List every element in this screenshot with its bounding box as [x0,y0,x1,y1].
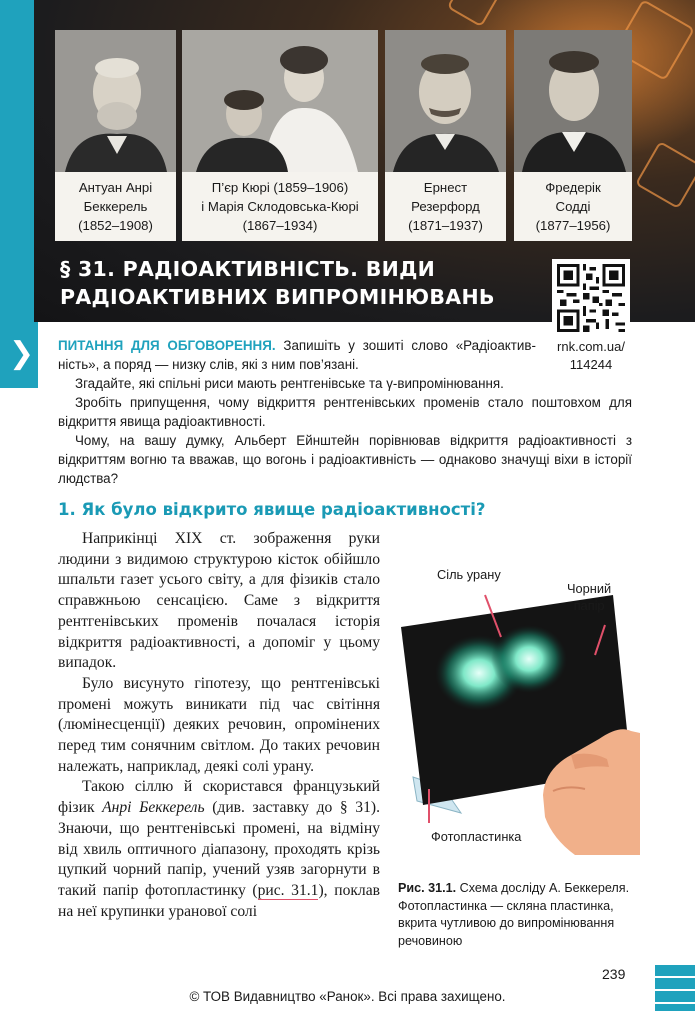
discussion-paragraph [58,336,536,374]
qr-link-line: 114244 [569,357,613,372]
section-title-line: § 31. РАДІОАКТИВНІСТЬ. ВИДИ [60,257,436,281]
chevron-tab [0,322,38,388]
portrait-photo [514,30,632,172]
figure-reference-link[interactable]: рис. 31.1 [257,881,319,899]
section-title [60,255,540,311]
label-black-paper [567,580,611,614]
subsection-heading: 1. Як було відкрито явище радіоактивності? [58,500,486,519]
portrait-caption-line: (1852–1908) [78,218,153,233]
portrait-becquerel [55,30,176,241]
portrait-photo [55,30,176,172]
scientist-name: Анрі Беккерель [102,799,205,817]
portrait-caption-line: Резерфорд [411,199,480,214]
figure-number: Рис. 31.1. [398,881,457,895]
portrait-caption-line: Фредерік [545,180,601,195]
label-photoplate: Фотопластинка [431,829,522,844]
qr-link-line: rnk.com.ua/ [557,339,625,354]
body-paragraph [58,777,380,922]
portrait-photo [385,30,506,172]
discussion-paragraph: Зробіть припущення, чому відкриття рентгенівських променів стало поштовхом для відкриття явища радіоактивності. [58,395,632,429]
qr-code[interactable] [552,259,630,337]
page-corner-bar [655,965,695,1011]
portrait-caption-line: Ернест [423,180,468,195]
section-title-line: РАДІОАКТИВНИХ ВИПРОМІНЮВАНЬ [60,285,495,309]
discussion-paragraph: Згадайте, які спільні риси мають рентгенівське та γ-випромінювання. [75,376,504,391]
discussion-label: ПИТАННЯ ДЛЯ ОБГОВОРЕННЯ. [58,338,276,353]
discussion-paragraph: Чому, на вашу думку, Альберт Ейнштейн порівнював відкриття радіоактивності з відкриттям вогню та вважав, що вогонь і радіоактивність — однаково значущі віхи в історії людства? [58,433,632,486]
qr-link[interactable] [540,338,642,374]
chevron-right-icon: ❯ [9,336,35,371]
left-accent-strip [0,0,34,322]
label-uranium-salt: Сіль урану [437,567,501,582]
portrait-soddy [514,30,632,241]
discussion-text: Запишіть у зошиті слово «Радіоактивність», а поряд — низку слів, які з ним пов’язані. [58,338,536,372]
body-text [58,529,380,922]
portrait-caption-line: і Марія Склодовська-Кюрі [201,199,359,214]
portrait-caption-line: П’єр Кюрі (1859–1906) [211,180,349,195]
portrait-photo [182,30,378,172]
label-line: папір [573,598,605,613]
figure-caption-text: Схема досліду А. Беккереля. Фотопластинка — скляна пластинка, вкрита чутливою до випромінювання речовиною [398,881,630,948]
copyright-footer: © ТОВ Видавництво «Ранок». Всі права захищено. [189,989,506,1004]
figure-31-1 [395,555,640,855]
body-paragraph: Наприкінці XIX ст. зображення руки людини з видимою структурою кісток обійшло шпальти газет усього світу, а для фізиків стало справжньою сенсацією. Саме з відкриття рентгенівських променів почалася історія відкриття радіоактивності, а допоміг у цьому випадок. [58,530,380,672]
figure-caption [398,880,643,950]
qr-code-icon [557,264,625,332]
portrait-curie [182,30,378,241]
portrait-caption-line: (1871–1937) [408,218,483,233]
body-paragraph: Було висунуто гіпотезу, що рентгенівські промені можуть виникати під час світіння (люмінесценції) деяких речовин, опромінених перед тим сонячним світлом. До таких речовин належать, наприклад, деякі солі урану. [58,674,380,775]
body-text-run: ), поклав на неї крупинки уранової солі [58,881,381,920]
portrait-caption-line: (1877–1956) [535,218,611,233]
body-text-run: (див. заставку до § 31). Знаючи, що рентгенівські промені, на відміну від хвиль оптичного діапазону, проходять крізь цупкий чорний папір, учений узяв загорнути в такий папір фотопластинку ( [58,799,380,899]
label-line: Чорний [567,581,612,596]
portrait-caption-line: (1867–1934) [242,218,318,233]
page-number: 239 [602,966,626,982]
portrait-caption-line: Содді [555,199,591,214]
body-text-run: Такою сіллю й скористався французький фізик [58,778,380,817]
portrait-rutherford [385,30,506,241]
portrait-caption-line: Беккерель [83,199,148,214]
portrait-caption-line: Антуан Анрі [78,180,153,195]
